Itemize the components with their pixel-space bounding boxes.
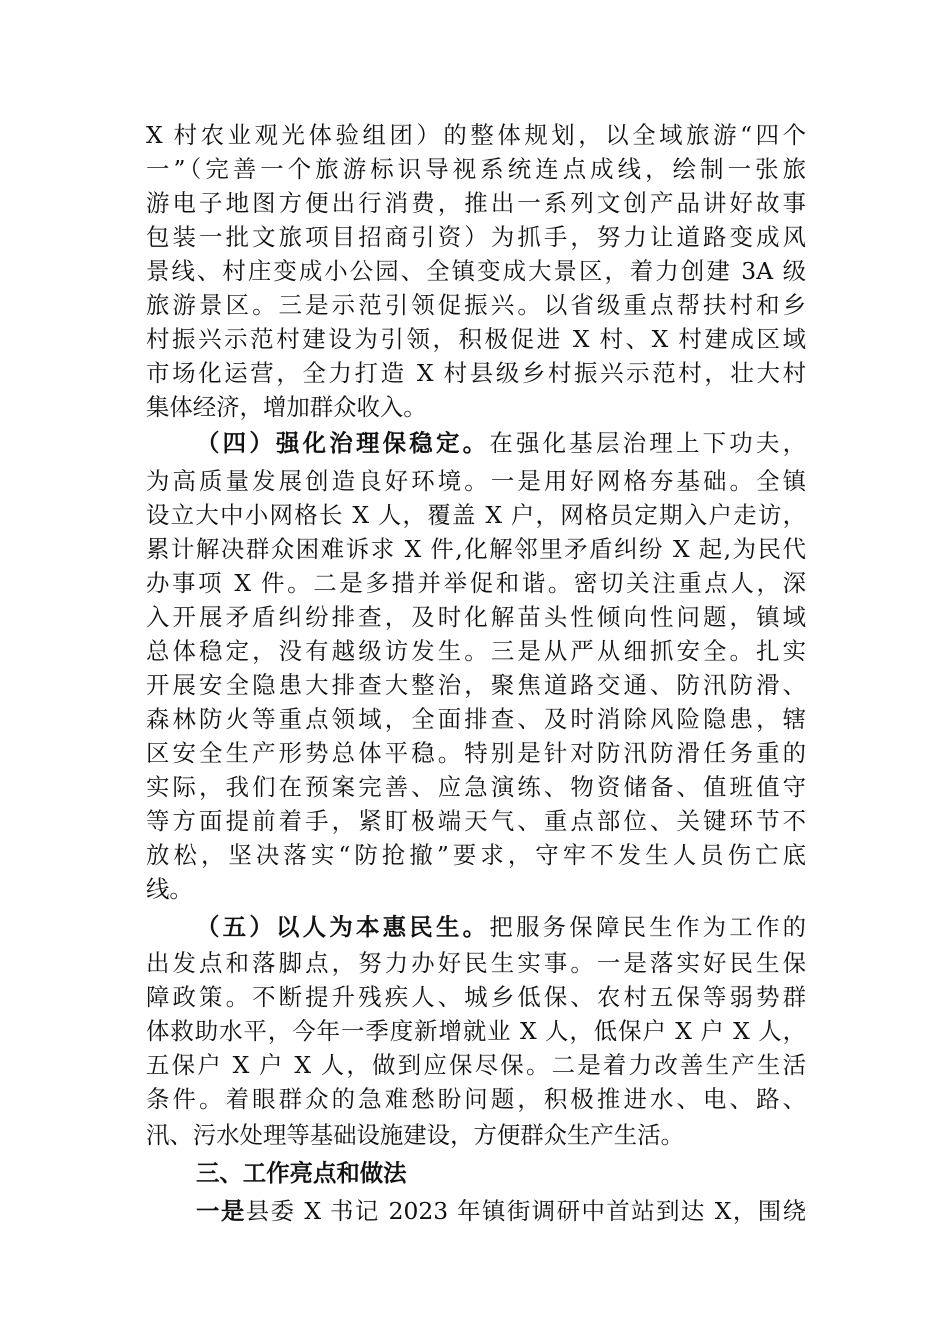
- paragraph-line: 累计解决群众困难诉求 X 件,化解邻里矛盾纠纷 X 起,为民代: [146, 535, 806, 563]
- paragraph-line: 条件。着眼群众的急难愁盼问题，积极推进水、电、路、: [146, 1085, 806, 1113]
- paragraph-text: 把服务保障民生作为工作的: [489, 913, 807, 941]
- paragraph-line: 障政策。不断提升残疾人、城乡低保、农村五保等弱势群: [146, 983, 806, 1011]
- paragraph-line: 为高质量发展创造良好环境。一是用好网格夯基础。全镇: [146, 467, 806, 495]
- paragraph-line: 景线、村庄变成小公园、全镇变成大景区，着力创建 3A 级: [146, 257, 806, 285]
- paragraph-line: 游电子地图方便出行消费，推出一系列文创产品讲好故事: [146, 189, 806, 217]
- paragraph-line: 等方面提前着手，紧盯极端天气、重点部位、关键环节不: [146, 807, 806, 835]
- paragraph-first-line: [196, 1194, 806, 1228]
- paragraph-line: 一”（完善一个旅游标识导视系统连点成线，绘制一张旅: [146, 155, 806, 183]
- paragraph-line: 出发点和落脚点，努力办好民生实事。一是落实好民生保: [146, 949, 806, 977]
- paragraph-line: 开展安全隐患大排查大整治，聚焦道路交通、防汛防滑、: [146, 671, 806, 699]
- subsection-heading: （四）强化治理保稳定。: [196, 429, 490, 457]
- lead-word: 一是: [196, 1197, 246, 1225]
- paragraph-line: 线。: [146, 875, 193, 903]
- paragraph-line: 包装一批文旅项目招商引资）为抓手，努力让道路变成风: [146, 223, 806, 251]
- paragraph-line: 汛、污水处理等基础设施建设，方便群众生产生活。: [146, 1121, 684, 1149]
- paragraph-first-line: [196, 910, 806, 944]
- paragraph-line: 体救助水平，今年一季度新增就业 X 人，低保户 X 户 X 人，: [146, 1017, 806, 1045]
- paragraph-line: 设立大中小网格长 X 人，覆盖 X 户，网格员定期入户走访，: [146, 501, 806, 529]
- paragraph-line: 五保户 X 户 X 人，做到应保尽保。二是着力改善生产生活: [146, 1051, 806, 1079]
- paragraph-line: 实际，我们在预案完善、应急演练、物资储备、值班值守: [146, 773, 806, 801]
- paragraph-text: 在强化基层治理上下功夫，: [489, 429, 807, 457]
- paragraph-line: 办事项 X 件。二是多措并举促和谐。密切关注重点人，深: [146, 569, 806, 597]
- paragraph-line: 森林防火等重点领域，全面排查、及时消除风险隐患，辖: [146, 705, 806, 733]
- paragraph-line: 区安全生产形势总体平稳。特别是针对防汛防滑任务重的: [146, 739, 806, 767]
- paragraph-line: 村振兴示范村建设为引领，积极促进 X 村、X 村建成区域: [146, 325, 806, 353]
- paragraph-line: X 村农业观光体验组团）的整体规划，以全域旅游“四个: [146, 121, 806, 149]
- paragraph-line: 放松，坚决落实“防抢撤”要求，守牢不发生人员伤亡底: [146, 841, 806, 869]
- paragraph-line: 市场化运营，全力打造 X 村县级乡村振兴示范村，壮大村: [146, 359, 806, 387]
- paragraph-line: 总体稳定，没有越级访发生。三是从严从细抓安全。扎实: [146, 637, 806, 665]
- paragraph-line: 集体经济，增加群众收入。: [146, 393, 427, 421]
- section-title: 三、工作亮点和做法: [196, 1159, 407, 1187]
- paragraph-text: 县委 X 书记 2023 年镇街调研中首站到达 X，围绕: [245, 1197, 806, 1225]
- subsection-heading: （五）以人为本惠民生。: [196, 913, 490, 941]
- paragraph-line: 旅游景区。三是示范引领促振兴。以省级重点帮扶村和乡: [146, 291, 806, 319]
- paragraph-line: 入开展矛盾纠纷排查，及时化解苗头性倾向性问题，镇域: [146, 603, 806, 631]
- paragraph-first-line: [196, 426, 806, 460]
